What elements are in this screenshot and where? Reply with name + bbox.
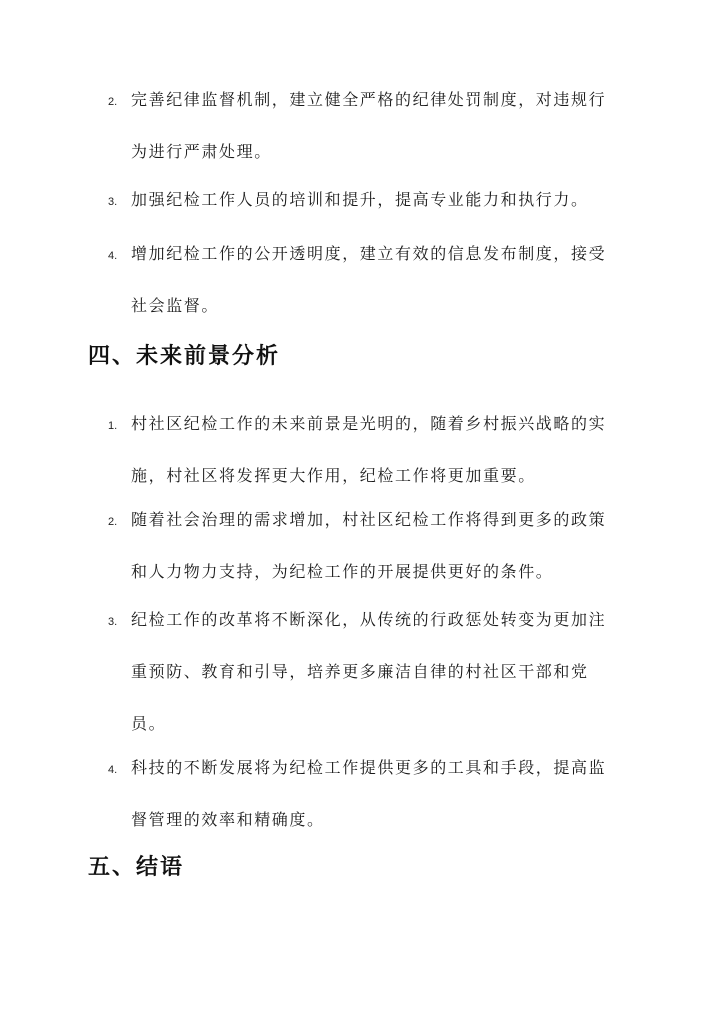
section-heading: 五、结语 <box>88 855 185 880</box>
list-item-text: 科技的不断发展将为纪检工作提供更多的工具和手段，提高监督管理的效率和精确度。 <box>131 758 607 829</box>
list-item-text: 加强纪检工作人员的培训和提升，提高专业能力和执行力。 <box>131 190 589 209</box>
list-item-text: 纪检工作的改革将不断深化，从传统的行政惩处转变为更加注重预防、教育和引导，培养更多廉洁自律的村社区干部和党员。 <box>131 610 607 733</box>
list-item-text: 增加纪检工作的公开透明度，建立有效的信息发布制度，接受社会监督。 <box>131 244 607 315</box>
section-heading: 四、未来前景分析 <box>88 344 281 369</box>
list-item-number: 1. <box>108 420 118 432</box>
list-item-text: 随着社会治理的需求增加，村社区纪检工作将得到更多的政策和人力物力支持，为纪检工作的开展提供更好的条件。 <box>131 510 607 581</box>
list-item-number: 4. <box>108 764 118 776</box>
list-item-number: 2. <box>108 96 118 108</box>
list-item-number: 4. <box>108 250 118 262</box>
list-item-number: 3. <box>108 616 118 628</box>
list-item-number: 2. <box>108 516 118 528</box>
list-item-text: 村社区纪检工作的未来前景是光明的，随着乡村振兴战略的实施，村社区将发挥更大作用，纪检工作将更加重要。 <box>131 414 607 485</box>
list-item-number: 3. <box>108 196 118 208</box>
list-item-text: 完善纪律监督机制，建立健全严格的纪律处罚制度，对违规行为进行严肃处理。 <box>131 90 607 161</box>
